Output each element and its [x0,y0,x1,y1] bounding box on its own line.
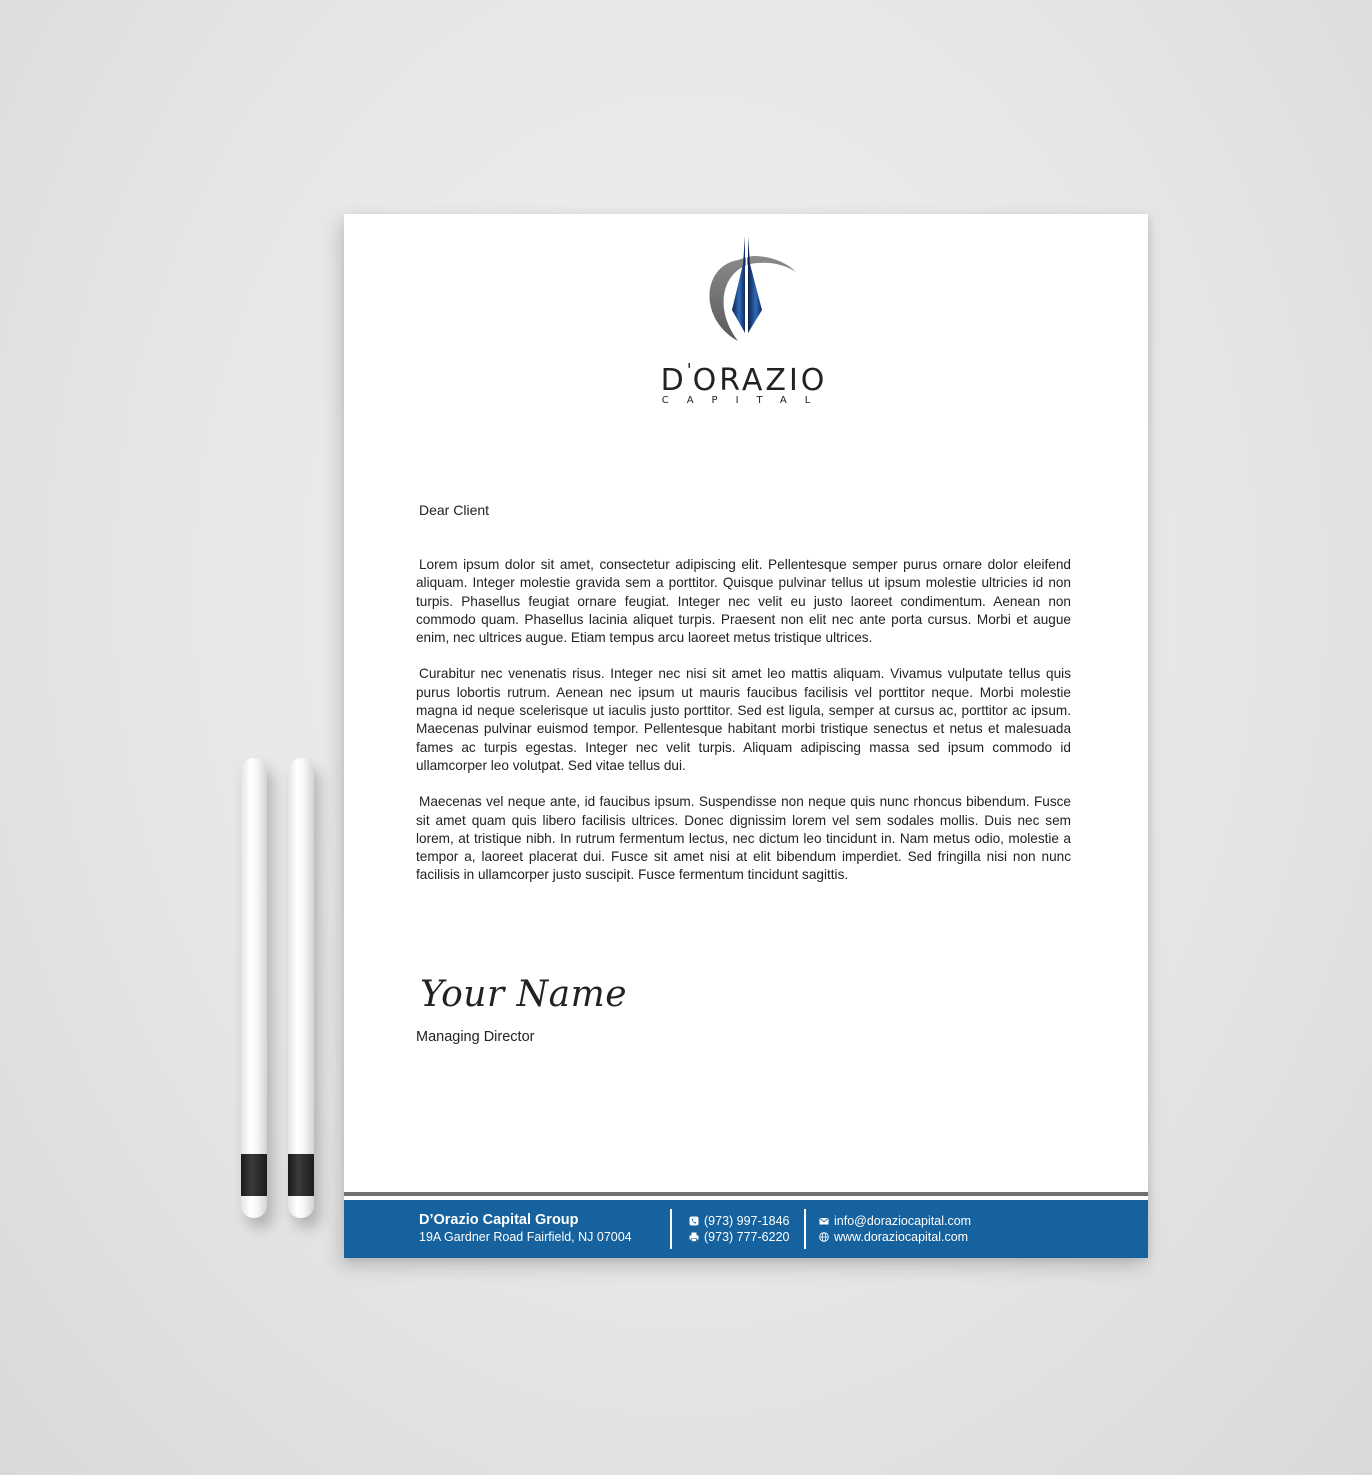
logo-blade-left [732,236,745,333]
phone-icon [689,1216,699,1226]
pen-left [241,758,267,1218]
footer-band [344,1200,1148,1258]
website-url: www.doraziocapital.com [834,1230,969,1244]
signature: Your Name [420,974,628,1015]
pen-band [288,1154,314,1196]
footer-website [819,1231,968,1244]
footer-email [819,1215,971,1228]
body-paragraph: Maecenas vel neque ante, id faucibus ipsum. Suspendisse non neque quis nunc rhoncus bibendum. Fusce sit amet quam quis libero facilisis ultrices. Donec dignissim lorem vel sem sodales mollis. Duis nec sem lorem, at tristique nibh. In rutrum fermentum lectus, nec dictum leo tincidunt in. Nam metus odio, molestie a tempor a, laoreet placerat dui. Fusce sit amet nisi at elit bibendum imperdiet. Sed fringilla nisi non nunc facilisis in ullamcorper justo suscipit. Fusce fermentum tincidunt sagittis. [416,794,1071,883]
logo-blade-right [748,236,762,333]
letter-body [416,556,1071,903]
company-logo-name: D'ORAZIO [660,360,828,398]
email-address: info@doraziocapital.com [834,1214,972,1228]
email-icon [819,1216,829,1226]
footer-address: 19A Gardner Road Fairfield, NJ 07004 [419,1230,632,1244]
pen-right [288,758,314,1218]
pen-band [241,1154,267,1196]
globe-icon [819,1232,829,1242]
footer-fax [689,1231,789,1244]
company-logo-mark [690,234,802,344]
body-paragraph: Lorem ipsum dolor sit amet, consectetur adipiscing elit. Pellentesque semper purus ornare dolor eleifend aliquam. Integer molestie gravida sem a porttitor. Quisque pulvinar tellus ut ipsum molestie ultricies id non turpis. Phasellus feugiat ornare feugiat. Integer nec velit eu justo laoreet condimentum. Aenean non commodo quam. Phasellus lacinia aliquet turpis. Praesent non elit nec ante porta cursus. Morbi et augue enim, nec ultrices augue. Etiam tempus arcu laoreet metus tristique ultrices. [416,557,1071,646]
body-paragraph: Curabitur nec venenatis risus. Integer nec nisi sit amet leo mattis aliquam. Vivamus vulputate tellus quis purus lobortis rutrum. Aenean nec ipsum ut mauris faucibus facilisis vel porttitor neque. Morbi molestie magna id neque scelerisque ut iaculis justo porttitor. Sed est ligula, semper at cursus ac, porttitor ac ipsum. Maecenas pulvinar euismod tempor. Pellentesque habitant morbi tristique senectus et netus et malesuada fames ac turpis egestas. Integer nec velit turpis. Aliquam adipiscing massa sed ipsum commodo id ullamcorper leo volutpat. Sed vitae tellus dui. [416,666,1071,773]
footer-phone [689,1215,789,1228]
salutation: Dear Client [419,502,490,518]
footer-divider [804,1209,806,1249]
logo-blade-gap [746,238,747,330]
fax-icon [689,1232,699,1242]
footer-rule [344,1192,1148,1196]
footer-company-name: D’Orazio Capital Group [419,1212,579,1228]
letterhead-sheet [344,214,1148,1258]
footer-divider [670,1209,672,1249]
phone-number: (973) 997-1846 [704,1214,790,1228]
company-logo-subtitle: CAPITAL [661,395,829,406]
signer-title: Managing Director [416,1029,535,1045]
fax-number: (973) 777-6220 [704,1230,790,1244]
